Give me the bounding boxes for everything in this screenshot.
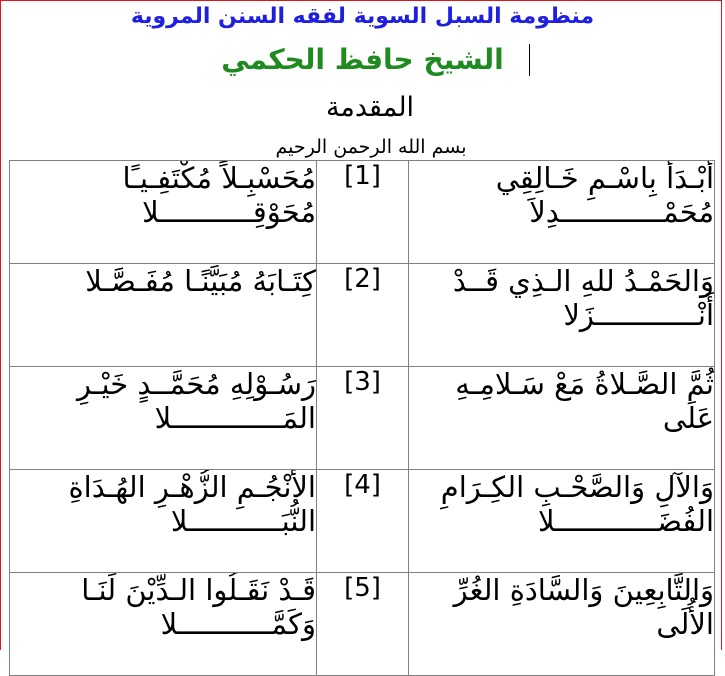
section-heading: المقدمة: [325, 92, 415, 123]
verse-second-hemistich: مُحَسْبِـلاً مُكْتَفِـيـًا مُحَوْقِـــــــــــلا: [10, 161, 317, 264]
verse-number: [4]: [317, 470, 409, 573]
verse-number: [1]: [317, 161, 409, 264]
verse-row: [10, 161, 715, 264]
verse-second-hemistich: رَسُـوْلِهِ مُحَمَّــدٍ خَيْـرِ المَـــــــــــــلا: [10, 367, 317, 470]
author-name: الشيخ حافظ الحكمي: [221, 43, 504, 76]
verse-row: [10, 367, 715, 470]
basmala-line: بسم الله الرحمن الرحيم: [275, 136, 467, 158]
verse-table: [9, 160, 715, 676]
verse-row: [10, 470, 715, 573]
poem-title: منظومة السبل السوية لفقه السنن المروية: [130, 4, 595, 29]
verse-row: [10, 573, 715, 676]
verse-second-hemistich: قَـدْ نَقَـلُوا الـدِّيْنَ لَنَـا وَكَمَّـــــــــــلا: [10, 573, 317, 676]
verse-first-hemistich: وَالحَمْـدُ للهِ الـذِي قَــدْ أَنْــــــــــــزَلا: [409, 264, 715, 367]
verse-number: [2]: [317, 264, 409, 367]
verse-number: [5]: [317, 573, 409, 676]
verse-second-hemistich: كِتَـابَهُ مُبَيَّنًـا مُفَـصَّـلا: [10, 264, 317, 367]
verse-first-hemistich: وَالآلِ وَالصَّحْـبِ الكِـرَامِ الفُضَــــــــــــلا: [409, 470, 715, 573]
verse-first-hemistich: أَبْـدَأُ بِاسْـمِ خَـالِقِي مُحَمْــــــــــــدِلاَ: [409, 161, 715, 264]
verse-number: [3]: [317, 367, 409, 470]
verse-second-hemistich: الأَنْجُـمِ الزُّهْـرِ الهُـدَاةِ النُّبَـــــــــــلا: [10, 470, 317, 573]
verse-first-hemistich: ثُمَّ الصَّـلاةُ مَعْ سَـلامِـهِ عَلَى: [409, 367, 715, 470]
verse-first-hemistich: وَالتَّابِعِينَ وَالسَّادَةِ الغُرِّ الأُلَى: [409, 573, 715, 676]
verse-row: [10, 264, 715, 367]
text-cursor: [529, 44, 530, 76]
